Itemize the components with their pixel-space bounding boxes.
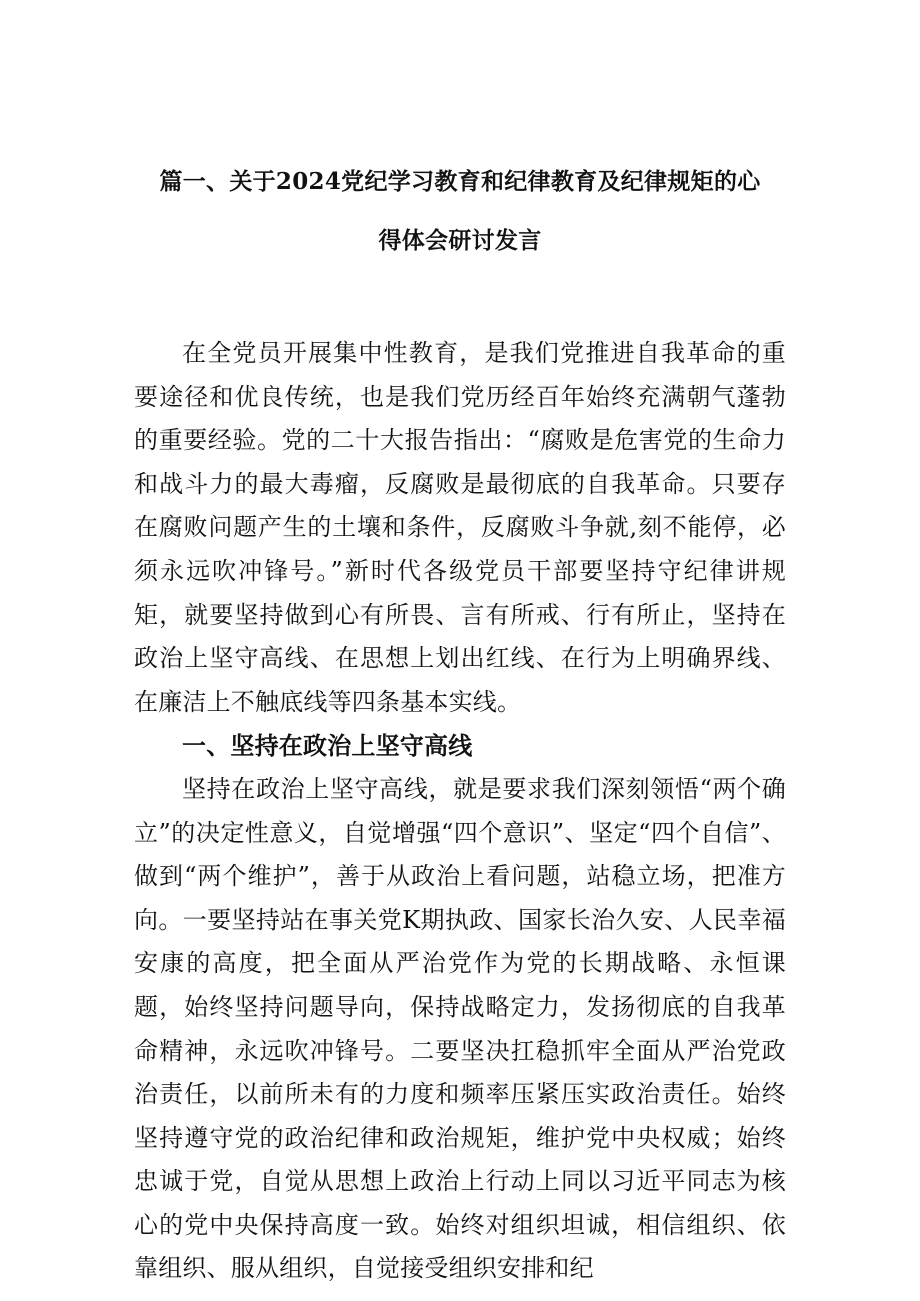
paragraph-section-1: 坚持在政治上坚守高线，就是要求我们深刻领悟“两个确立”的决定性意义，自觉增强“四个意识”、坚定“四个自信”、做到“两个维护”，善于从政治上看问题，站稳立场，把准方向。一要坚持站在事关党K期执政、国家长治久安、人民幸福安康的高度，把全面从严治党作为党的长期战略、永恒课题，始终坚持问题导向，保持战略定力，发扬彻底的自我革命精神，永远吹冲锋号。二要坚决扛稳抓牢全面从严治党政治责任，以前所未有的力度和频率压紧压实政治责任。始终坚持遵守党的政治纪律和政治规矩，维护党中央权威；始终忠诚于党，自觉从思想上政治上行动上同以习近平同志为核心的党中央保持高度一致。始终对组织坦诚，相信组织、依靠组织、服从组织，自觉接受组织安排和纪 [134, 774, 786, 1283]
document-title-line-1: 篇一、关于2024党纪学习教育和纪律教育及纪律规矩的心 [159, 168, 761, 195]
document-title-line-2: 得体会研讨发言 [378, 227, 542, 254]
paragraph-intro: 在全党员开展集中性教育，是我们党推进自我革命的重要途径和优良传统，也是我们党历经百年始终充满朝气蓬勃的重要经验。党的二十大报告指出：“腐败是危害党的生命力和战斗力的最大毒瘤，反腐败是最彻底的自我革命。只要存在腐败问题产生的土壤和条件，反腐败斗争就,刻不能停，必须永远吹冲锋号。”新时代各级党员干部要坚持守纪律讲规矩，就要坚持做到心有所畏、言有所戒、行有所止，坚持在政治上坚守高线、在思想上划出红线、在行为上明确界线、在廉洁上不触底线等四条基本实线。 [134, 339, 786, 716]
document-body [134, 332, 786, 1291]
section-heading-1: 一、坚持在政治上坚守高线 [182, 731, 473, 761]
